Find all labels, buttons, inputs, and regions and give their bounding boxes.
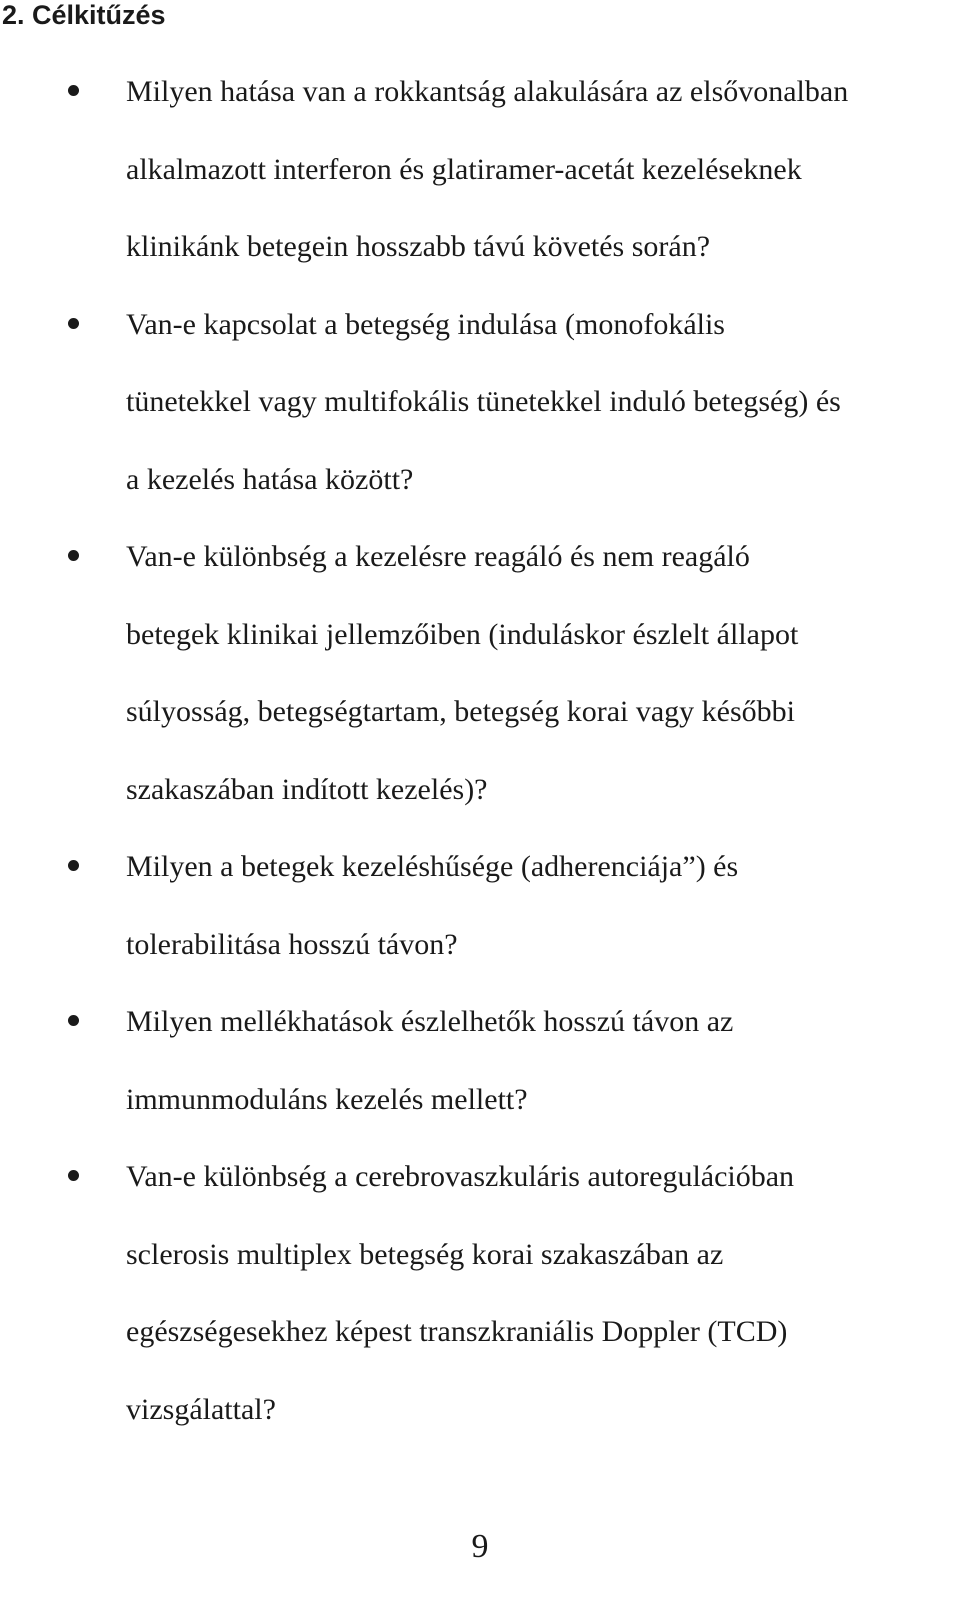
- list-item-line: alkalmazott interferon és glatiramer-acetát kezeléseknek: [126, 152, 802, 186]
- list-item-line: a kezelés hatása között?: [126, 462, 414, 496]
- list-item-line: tünetekkel vagy multifokális tünetekkel induló betegség) és: [126, 385, 841, 418]
- list-item: [0, 518, 960, 828]
- list-item-line: Van-e különbség a kezelésre reagáló és nem reagáló: [126, 540, 750, 573]
- list-item-line: súlyosság, betegségtartam, betegség korai vagy későbbi: [126, 695, 795, 728]
- list-item: [0, 1138, 960, 1448]
- list-item-line: Van-e kapcsolat a betegség indulása (monofokális: [126, 307, 725, 341]
- bullet-icon: [68, 85, 79, 96]
- list-item-line: vizsgálattal?: [126, 1392, 276, 1426]
- list-item-line: Milyen mellékhatások észlelhetők hosszú távon az: [126, 1005, 734, 1038]
- bullet-icon: [68, 318, 79, 329]
- list-item-line: szakaszában indított kezelés)?: [126, 772, 488, 806]
- list-item: [0, 286, 960, 519]
- bullet-icon: [68, 1015, 79, 1026]
- list-item: [0, 983, 960, 1138]
- bullet-icon: [68, 550, 79, 561]
- objectives-list: [0, 53, 960, 1448]
- list-item-line: Milyen hatása van a rokkantság alakulására az elsővonalban: [126, 75, 849, 108]
- page-number: 9: [471, 1528, 489, 1565]
- list-item: [0, 828, 960, 983]
- list-item: [0, 53, 960, 286]
- list-item-line: betegek klinikai jellemzőiben (induláskor észlelt állapot: [126, 617, 799, 651]
- list-item-line: klinikánk betegein hosszabb távú követés során?: [126, 230, 711, 263]
- list-item-line: Milyen a betegek kezeléshűsége (adherenciája”) és: [126, 850, 739, 883]
- list-item-line: sclerosis multiplex betegség korai szakaszában az: [126, 1237, 724, 1271]
- bullet-icon: [68, 1170, 79, 1181]
- section-heading: 2. Célkitűzés: [2, 0, 166, 30]
- list-item-line: tolerabilitása hosszú távon?: [126, 927, 458, 961]
- list-item-line: egészségesekhez képest transzkraniális Doppler (TCD): [126, 1315, 788, 1348]
- list-item-line: Van-e különbség a cerebrovaszkuláris autoregulációban: [126, 1160, 795, 1193]
- bullet-icon: [68, 860, 79, 871]
- list-item-line: immunmoduláns kezelés mellett?: [126, 1082, 528, 1116]
